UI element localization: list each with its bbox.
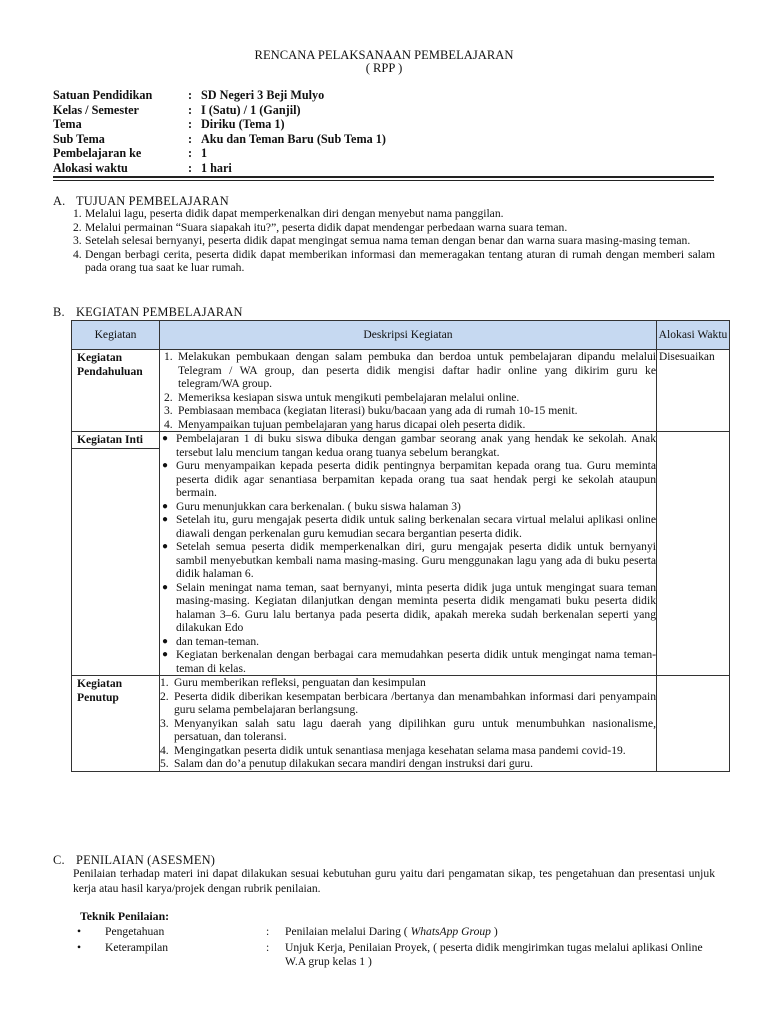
item-number: 1. — [164, 350, 173, 363]
item-number: 2. — [164, 390, 173, 404]
list-item — [160, 418, 656, 432]
item-text: Melalui permainan “Suara siapakah itu?”, peserta didik dapat mendengar perbedaan warna suara teman. — [85, 220, 568, 234]
item-number: 1. — [73, 207, 82, 220]
identity-value: SD Negeri 3 Beji Mulyo — [201, 88, 325, 102]
item-number: 4. — [160, 743, 169, 757]
list-item — [160, 432, 656, 459]
identity-key: Sub Tema — [53, 131, 105, 146]
header-divider-thin — [53, 180, 714, 181]
table-row — [72, 676, 730, 772]
item-text: Mengingatkan peserta didik untuk senantiasa menjaga kesehatan selama masa pandemi covid-19. — [174, 743, 626, 757]
section-title: TUJUAN PEMBELAJARAN — [76, 194, 229, 208]
teknik-label: Teknik Penilaian: — [80, 909, 170, 923]
section-title: KEGIATAN PEMBELAJARAN — [76, 305, 243, 319]
identity-separator: : — [188, 102, 193, 117]
bullet-icon: ● — [162, 460, 169, 471]
item-text: Guru menunjukkan cara berkenalan. ( buku siswa halaman 3) — [176, 499, 461, 513]
bullet-icon: • — [77, 925, 82, 938]
item-text: Peserta didik diberikan kesempatan berbicara /bertanya dan menambahkan informasi dari penyampain guru selama pembelajaran berlangsung. — [174, 689, 656, 716]
bullet-icon: • — [77, 941, 82, 954]
item-number: 3. — [164, 404, 173, 417]
identity-separator: : — [188, 131, 193, 146]
list-item — [160, 757, 656, 771]
identity-value: 1 — [201, 146, 208, 160]
list-item — [160, 581, 656, 635]
item-number: 4. — [73, 247, 82, 261]
item-text: Pembelajaran 1 di buku siswa dibuka dengan gambar seorang anak yang hendak ke sekolah. Anak tersebut lalu mencium tangan kedua orang tuanya sebelum berangkat. — [176, 432, 656, 459]
teknik-separator: : — [266, 925, 270, 938]
row-alokasi — [657, 676, 729, 678]
teknik-value: Unjuk Kerja, Penilaian Proyek, ( peserta didik mengirimkan tugas melalui aplikasi Online W.A grup kelas 1 ) — [285, 941, 703, 968]
identity-key: Kelas / Semester — [53, 102, 139, 117]
header-deskripsi: Deskripsi Kegiatan — [160, 321, 657, 350]
teknik-value-close: ) — [490, 925, 498, 938]
identity-value: Aku dan Teman Baru (Sub Tema 1) — [201, 131, 386, 146]
item-number: 2. — [160, 689, 169, 703]
section-letter: B. — [53, 305, 65, 319]
list-item — [160, 404, 656, 418]
section-title: PENILAIAN (ASESMEN) — [76, 853, 216, 867]
penilaian-paragraph: Penilaian terhadap materi ini dapat dilakukan sesuai kebutuhan guru yaitu dari pengamatan sikap, tes pengetahuan dan presentasi unjuk kerja atau hasil karya/projek dengan rubrik penilaian. — [73, 867, 715, 895]
row-label: Kegiatan Penutup — [77, 677, 123, 704]
teknik-key: Pengetahuan — [105, 925, 165, 938]
list-item — [73, 248, 715, 275]
list-item — [160, 676, 656, 690]
identity-value: 1 hari — [201, 160, 232, 175]
item-text: Selain meningat nama teman, saat bernyanyi, minta peserta didik juga untuk mengingat suara teman masing-masing. Kegiatan dilanjutkan dengan meminta peserta didik mengamati buku peserta didik halaman 3–6. Guru lalu bertanya pada peserta didik, apakah mereka sudah berkenalan seperti yang dilakukan Edo — [176, 580, 656, 634]
item-text: dan teman-teman. — [176, 634, 260, 648]
header-kegiatan: Kegiatan — [72, 321, 160, 350]
identity-value: I (Satu) / 1 (Ganjil) — [201, 102, 301, 117]
teknik-separator: : — [266, 941, 270, 954]
table-row — [72, 350, 730, 432]
header-alokasi: Alokasi Waktu — [657, 321, 730, 350]
item-number: 1. — [160, 676, 169, 689]
item-text: Guru menyampaikan kepada peserta didik pentingnya berpamitan kepada orang tua. Guru meminta peserta didik agar senantiasa berpamitan kepada orang tua saat hendak pergi ke sekolah ataupun bermain. — [176, 459, 656, 499]
list-item — [160, 717, 656, 744]
list-item — [160, 744, 656, 758]
item-number: 5. — [160, 757, 169, 770]
identity-key: Pembelajaran ke — [53, 146, 142, 160]
identity-key: Alokasi waktu — [53, 160, 128, 175]
identity-separator: : — [188, 160, 193, 175]
identity-separator: : — [188, 117, 193, 131]
item-text: Setelah itu, guru mengajak peserta didik untuk saling berkenalan secara virtual melalui aplikasi online diawali dengan perkenalan guru kemudian secara bergantian peserta didik. — [176, 513, 656, 540]
item-text: Setelah selesai bernyanyi, peserta didik dapat mengingat semua nama teman dengan benar dan warna suara masing-masing teman. — [85, 234, 691, 248]
list-item — [160, 350, 656, 391]
item-number: 3. — [73, 234, 82, 248]
list-item — [160, 513, 656, 540]
list-item — [160, 690, 656, 717]
identity-separator: : — [188, 88, 193, 102]
item-text: Setelah semua peserta didik memperkenalkan diri, guru mengajak peserta didik untuk bernyanyi sambil menyebutkan kembali nama masing-masing. Guru menggunakan lagu yang ada di buku peserta didik halaman 6. — [176, 540, 656, 580]
item-text: Melakukan pembukaan dengan salam pembuka dan berdoa untuk pembelajaran dipandu melalui Telegram / WA group, dan peserta didik mengisi daftar hadir online yang dikirim guru ke telegram/WA group. — [178, 350, 656, 390]
table-row — [72, 432, 730, 676]
table-header-row — [72, 321, 730, 350]
section-letter: A. — [53, 194, 66, 208]
list-item — [160, 391, 656, 405]
tujuan-list — [73, 207, 715, 275]
item-text: Salam dan do’a penutup dilakukan secara mandiri dengan instruksi dari guru. — [174, 757, 533, 770]
item-text: Guru memberikan refleksi, penguatan dan kesimpulan — [174, 676, 426, 689]
bullet-icon: ● — [162, 500, 169, 512]
bullet-icon: ● — [162, 635, 169, 647]
section-c-heading — [53, 853, 215, 868]
item-text: Memeriksa kesiapan siswa untuk mengikuti pembelajaran melalui online. — [178, 390, 520, 404]
section-b-heading — [53, 305, 243, 320]
item-text: Melalui lagu, peserta didik dapat memperkenalkan diri dengan menyebut nama panggilan. — [85, 207, 504, 220]
header-divider-thick — [53, 176, 714, 178]
list-item — [73, 221, 715, 235]
identity-separator: : — [188, 146, 193, 160]
row-label: Kegiatan Pendahuluan — [77, 351, 143, 378]
bullet-icon: ● — [162, 433, 169, 444]
list-item — [73, 234, 715, 248]
identity-value: Diriku (Tema 1) — [201, 117, 285, 131]
identity-key: Satuan Pendidikan — [53, 88, 153, 102]
item-number: 3. — [160, 716, 169, 730]
item-text: Menyanyikan salah satu lagu daerah yang dipilihkan guru untuk menumbuhkan nasionalisme, persatuan, dan toleransi. — [174, 716, 656, 743]
list-item — [160, 500, 656, 514]
row-description — [160, 432, 657, 676]
item-text: Kegiatan berkenalan dengan berbagai cara memudahkan peserta didik untuk mengingat nama teman-teman di kelas. — [176, 648, 656, 675]
bullet-icon: ● — [162, 514, 169, 525]
row-alokasi: Disesuaikan — [659, 351, 715, 363]
row-label: Kegiatan Inti — [72, 432, 159, 449]
list-item — [160, 540, 656, 581]
bullet-icon: ● — [162, 541, 169, 552]
bullet-icon: ● — [162, 581, 169, 593]
row-alokasi — [657, 432, 729, 434]
kegiatan-table — [71, 320, 730, 772]
bullet-icon: ● — [162, 649, 169, 660]
list-item — [160, 459, 656, 500]
row-description — [160, 350, 657, 432]
list-item — [160, 648, 656, 675]
item-text: Dengan berbagi cerita, peserta didik dapat memberikan informasi dan memeragakan tentang aturan di rumah dengan memberi salam pada orang tua saat ke luar rumah. — [85, 247, 715, 275]
item-text: Menyampaikan tujuan pembelajaran yang harus dicapai oleh peserta didik. — [178, 417, 526, 431]
list-item — [73, 207, 715, 221]
item-number: 4. — [164, 417, 173, 431]
document-title: RENCANA PELAKSANAAN PEMBELAJARAN — [254, 48, 514, 62]
item-number: 2. — [73, 220, 82, 234]
teknik-value-emphasis: WhatsApp Group — [410, 925, 491, 938]
item-text: Pembiasaan membaca (kegiatan literasi) buku/bacaan yang ada di rumah 10-15 menit. — [178, 404, 578, 417]
identity-key: Tema — [53, 117, 82, 131]
teknik-key: Keterampilan — [105, 941, 169, 954]
row-description — [160, 676, 657, 772]
teknik-value-text: Penilaian melalui Daring ( — [285, 925, 411, 938]
section-letter: C. — [53, 853, 65, 867]
teknik-value — [285, 925, 725, 939]
list-item — [160, 635, 656, 649]
document-subtitle: ( RPP ) — [365, 61, 403, 75]
